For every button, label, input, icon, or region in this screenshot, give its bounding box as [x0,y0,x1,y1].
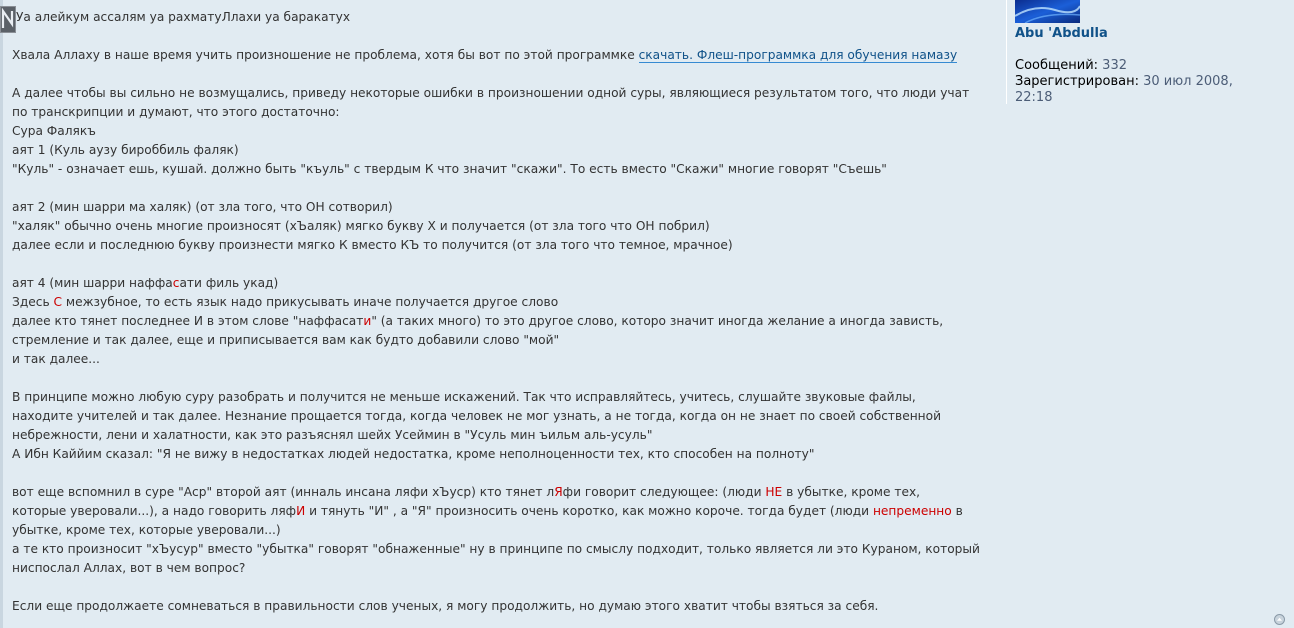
intro-text: Хвала Аллаху в наше время учить произношение не проблема, хотя бы вот по этой программке [12,48,639,62]
registered-time: 22:18 [1015,90,1053,105]
ayat2-line: далее если и последнюю букву произнести мягко К вместо КЪ то получится (от зла того что темное, мрачное) [12,238,733,252]
download-link[interactable]: скачать. Флеш-программка для обучения намазу [638,48,958,62]
highlight-text: И [296,504,306,518]
text-segment: фи говорит следующее: (люди [562,485,766,499]
text-segment: в [951,504,963,518]
username-link[interactable]: Abu 'Abdulla [1015,26,1108,41]
text-segment: межзубное, то есть язык надо прикусывать иначе получается другое слово [62,295,559,309]
highlight-text: НЕ [765,485,783,499]
quote-line: А Ибн Каййим сказал: "Я не вижу в недостатках людей недостатка, кроме неполноценности тех, кто способен на полноту" [12,447,815,461]
text-segment: ати филь укад) [179,276,279,290]
paragraph-line [12,502,987,521]
registered-row [1015,74,1285,90]
text-segment: вот еще вспомнил в суре "Аср" второй аят (инналь инсана ляфи хЪуср) кто тянет л [12,485,555,499]
intro-line [12,46,987,65]
text-segment: далее кто тянет последнее И в этом слове "наффасат [12,314,364,328]
ayat1-title: аят 1 (Куль аузу бироббиль фаляк) [12,143,239,157]
paragraph-line: небрежности, лени и халатности, как это разъяснял шейх Усеймин в "Усуль мин ъильм аль-усуль" [12,428,653,442]
ayat4-line [12,312,987,331]
posts-count-row [1015,58,1285,74]
posts-value: 332 [1102,58,1127,73]
arrow-up-icon[interactable] [1274,614,1285,625]
ayat4-line: стремление и так далее, еще и приписывается вам как будто добавили слово "мой" [12,333,560,347]
ayat4-line [12,293,987,312]
post-content [12,8,987,616]
greeting-line: Уа алейкум ассалям уа рахматуЛлахи уа баракатух [16,10,351,24]
highlight-text: непременно [872,504,952,518]
ayat4-line: и так далее... [12,352,100,366]
post-profile [1006,0,1294,104]
ayat2-title: аят 2 (мин шарри ма халяк) (от зла того, что ОН сотворил) [12,200,393,214]
paragraph-line: В принципе можно любую суру разобрать и получится не меньше искажений. Так что исправляйтесь, учитесь, слушайте звуковые файлы, [12,390,916,404]
sura-title: Сура Фалякъ [12,124,96,138]
closing-line: Если еще продолжаете сомневаться в правильности слов ученых, я могу продолжить, но думаю этого хватит чтобы взяться за себя. [12,599,879,613]
profile-stats [1015,58,1285,106]
paragraph-line: а те кто произносит "хЪусур" вместо "убытка" говорят "обнаженные" ну в принципе по смыслу подходит, только является ли это Кураном, который [12,542,980,556]
paragraph-line: А далее чтобы вы сильно не возмущались, приведу некоторые ошибки в произношении одной суры, являющиеся результатом того, что люди учат [12,86,970,100]
text-segment: и тянуть "И" , а "Я" произносить очень коротко, как можно короче. тогда будет (люди [305,504,873,518]
highlight-text: С [53,295,63,309]
paragraph-line: ниспослал Аллах, вот в чем вопрос? [12,561,246,575]
post-left-border [0,0,3,628]
avatar[interactable] [1015,0,1080,23]
ayat1-text: "Куль" - означает ешь, кушай. должно быть "къуль" с твердым К что значит "скажи". То есть вместо "Скажи" многие говорят "Съешь" [12,162,887,176]
text-segment: которые уверовали...), а надо говорить ляф [12,504,297,518]
highlight-text: и [363,314,372,328]
registered-label: Зарегистрирован: [1015,74,1139,89]
text-segment: в убытке, кроме тех, [782,485,921,499]
text-segment: аят 4 (мин шарри наффа [12,276,173,290]
ayat4-title [12,274,987,293]
paragraph-line [12,483,987,502]
paragraph-line: находите учителей и так далее. Незнание прощается тогда, когда человек не мог узнать, а не тогда, когда он не знает по своей собственной [12,409,942,423]
highlight-text: Я [554,485,563,499]
paragraph-line: по транскрипции и думают, что этого достаточно: [12,105,340,119]
registered-value: 30 июл 2008, [1143,74,1233,89]
ayat2-line: "халяк" обычно очень многие произносят (хЪаляк) мягко букву Х и получается (от зла того что ОН побрил) [12,219,710,233]
text-segment: Здесь [12,295,54,309]
text-segment: " (а таких много) то это другое слово, которо значит иногда желание а иногда зависть, [371,314,944,328]
paragraph-line: убытке, кроме тех, которые уверовали...) [12,523,281,537]
posts-label: Сообщений: [1015,58,1099,73]
highlight-text: с [172,276,180,290]
